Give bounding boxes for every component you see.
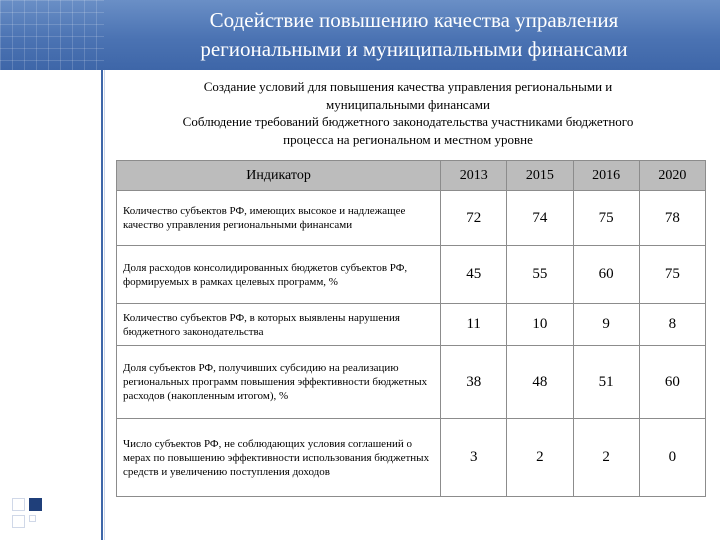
value-cell: 2 — [573, 419, 639, 497]
slide-title-line-1: Содействие повышению качества управления — [209, 8, 619, 32]
value-cell: 0 — [639, 419, 705, 497]
intro-line-2: муниципальными финансами — [326, 96, 490, 112]
value-cell: 60 — [639, 346, 705, 419]
slide-title-line-2: региональными и муниципальными финансами — [200, 37, 628, 61]
title-band — [0, 0, 720, 70]
header-indicator: Индикатор — [117, 161, 441, 191]
logo-square-icon — [12, 498, 25, 511]
slide-title — [108, 6, 720, 64]
value-cell: 55 — [507, 246, 573, 304]
intro-line-1: Создание условий для повышения качества управления региональными и — [203, 79, 613, 94]
value-cell: 38 — [441, 346, 507, 419]
value-cell: 78 — [639, 191, 705, 246]
intro-text — [108, 78, 708, 148]
value-cell: 10 — [507, 304, 573, 346]
value-cell: 75 — [639, 246, 705, 304]
value-cell: 2 — [507, 419, 573, 497]
intro-line-4: процесса на региональном и местном уровне — [283, 131, 533, 147]
intro-line-3: Соблюдение требований бюджетного законодательства участниками бюджетного — [182, 114, 634, 129]
value-cell: 75 — [573, 191, 639, 246]
left-vertical-rule-light — [104, 70, 105, 540]
table-row — [117, 246, 706, 304]
logo-square-dark-icon — [29, 498, 42, 511]
value-cell: 8 — [639, 304, 705, 346]
table-row — [117, 191, 706, 246]
indicator-cell: Количество субъектов РФ, в которых выявлены нарушения бюджетного законодательства — [117, 304, 441, 346]
value-cell: 48 — [507, 346, 573, 419]
header-year-2016: 2016 — [573, 161, 639, 191]
indicator-cell: Доля расходов консолидированных бюджетов субъектов РФ, формируемых в рамках целевых программ, % — [117, 246, 441, 304]
header-year-2020: 2020 — [639, 161, 705, 191]
value-cell: 51 — [573, 346, 639, 419]
indicator-cell: Количество субъектов РФ, имеющих высокое и надлежащее качество управления региональными финансами — [117, 191, 441, 246]
value-cell: 60 — [573, 246, 639, 304]
indicator-cell: Число субъектов РФ, не соблюдающих условия соглашений о мерах по повышению эффективности использования бюджетных средств и увеличению поступления доходов — [117, 419, 441, 497]
table-row — [117, 304, 706, 346]
table-header-row — [117, 161, 706, 191]
value-cell: 72 — [441, 191, 507, 246]
title-grid-pattern — [0, 0, 104, 70]
indicator-cell: Доля субъектов РФ, получивших субсидию на реализацию региональных программ повышения эффективности бюджетных расходов (накопленным итогом), % — [117, 346, 441, 419]
header-year-2015: 2015 — [507, 161, 573, 191]
header-year-2013: 2013 — [441, 161, 507, 191]
logo-square-small-icon — [29, 515, 36, 522]
table-row — [117, 419, 706, 497]
indicators-table — [116, 160, 706, 497]
logo-square-icon — [12, 515, 25, 528]
value-cell: 9 — [573, 304, 639, 346]
left-vertical-rule — [101, 70, 103, 540]
value-cell: 74 — [507, 191, 573, 246]
value-cell: 45 — [441, 246, 507, 304]
value-cell: 11 — [441, 304, 507, 346]
value-cell: 3 — [441, 419, 507, 497]
table-row — [117, 346, 706, 419]
